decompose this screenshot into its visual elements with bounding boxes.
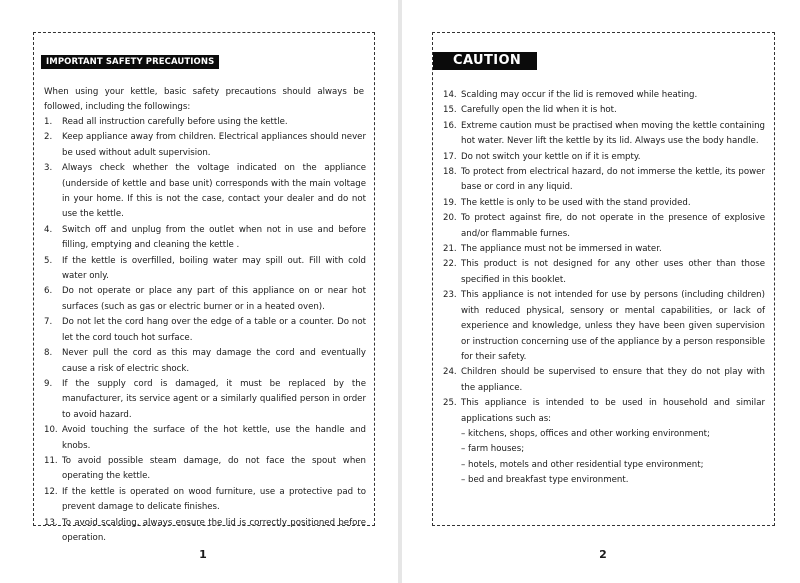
- precaution-item: [443, 211, 765, 242]
- item-number: 5.: [44, 255, 53, 266]
- item-number: 12.: [44, 486, 58, 497]
- item-text: Extreme caution must be practised when moving the kettle containing hot water. Never lift the kettle by its lid. Always use the body handle.: [461, 120, 765, 147]
- item-number: 22.: [443, 259, 457, 270]
- precaution-item: [44, 377, 366, 423]
- precaution-item: [443, 119, 765, 150]
- precaution-item: [44, 315, 366, 346]
- item-text: If the kettle is operated on wood furniture, use a protective pad to prevent damage to delicate finishes.: [62, 486, 366, 513]
- item-text: To avoid scalding, always ensure the lid is correctly positioned before operation.: [62, 517, 366, 543]
- item-number: 7.: [44, 317, 53, 328]
- item-text: This appliance is not intended for use by persons (including children) with reduced physical, sensory or mental capabilities, or lack of experience and knowledge, unless they have been given supervision or instruction concerning use of the appliance by a person responsible for their safety.: [461, 290, 765, 362]
- item-number: 11.: [44, 455, 58, 466]
- item-text: The kettle is only to be used with the stand provided.: [461, 197, 691, 208]
- precaution-item: [443, 365, 765, 396]
- item-text: Read all instruction carefully before using the kettle.: [62, 117, 288, 127]
- precautions-list-left: [44, 115, 366, 546]
- item-text: If the supply cord is damaged, it must be replaced by the manufacturer, its service agent or a similarly qualified person in order to avoid hazard.: [62, 378, 366, 420]
- item-text: Do not let the cord hang over the edge of a table or a counter. Do not let the cord touch hot surface.: [62, 317, 366, 343]
- precaution-item: [44, 485, 366, 516]
- precaution-item: [443, 150, 765, 165]
- item-number: 17.: [443, 151, 457, 162]
- precaution-item: [44, 423, 366, 454]
- left-page: [0, 0, 398, 583]
- item-text: Do not operate or place any part of this appliance on or near hot surfaces (such as gas or electric burner or in a heated oven).: [62, 286, 366, 312]
- item-text: To protect against fire, do not operate in the presence of explosive and/or flammable furnes.: [461, 213, 765, 239]
- precaution-item: [443, 396, 765, 427]
- precaution-item: [443, 288, 765, 365]
- item-number: 4.: [44, 224, 53, 235]
- item-number: 19.: [443, 197, 457, 208]
- item-number: 14.: [443, 90, 457, 100]
- page-number: 1: [199, 548, 207, 561]
- precaution-item: [44, 161, 366, 223]
- item-text: Do not switch your kettle on if it is empty.: [461, 151, 641, 162]
- precautions-list-right: [443, 88, 765, 489]
- precaution-item: [44, 223, 366, 254]
- item-text: Never pull the cord as this may damage the cord and eventually cause a risk of electric shock.: [62, 348, 366, 374]
- page-number: 2: [599, 548, 607, 561]
- item-text: To avoid possible steam damage, do not face the spout when operating the kettle.: [62, 455, 366, 482]
- item-number: 16.: [443, 120, 457, 131]
- right-page: [402, 0, 800, 583]
- item-text: Avoid touching the surface of the hot kettle, use the handle and knobs.: [62, 425, 366, 451]
- item-text: Scalding may occur if the lid is removed while heating.: [461, 90, 698, 100]
- item-text: To protect from electrical hazard, do not immerse the kettle, its power base or cord in any liquid.: [461, 167, 765, 193]
- item-text: The appliance must not be immersed in water.: [461, 244, 662, 255]
- item-text: This appliance is intended to be used in household and similar applications such as:: [461, 398, 765, 424]
- item-text: If the kettle is overfilled, boiling water may spill out. Fill with cold water only.: [62, 255, 366, 282]
- usage-environment-item: – kitchens, shops, offices and other working environment;: [461, 428, 710, 439]
- precaution-item: [443, 103, 765, 118]
- item-number: 3.: [44, 163, 53, 174]
- item-text: This product is not designed for any other uses other than those specified in this booklet.: [461, 259, 765, 285]
- item-number: 20.: [443, 213, 457, 224]
- precaution-item: [44, 516, 366, 547]
- item-number: 23.: [443, 290, 457, 301]
- item-number: 15.: [443, 105, 457, 116]
- caution-title: CAUTION: [433, 52, 537, 70]
- item-text: Carefully open the lid when it is hot.: [461, 105, 617, 116]
- item-number: 1.: [44, 117, 53, 127]
- usage-environment-item: – hotels, motels and other residential type environment;: [461, 459, 704, 470]
- right-page-frame: [432, 32, 775, 526]
- precaution-item: [44, 284, 366, 315]
- item-number: 6.: [44, 286, 53, 297]
- item-text: Keep appliance away from children. Electrical appliances should never be used without adult supervision.: [62, 132, 366, 158]
- item-number: 25.: [443, 398, 457, 409]
- item-text: Children should be supervised to ensure that they do not play with the appliance.: [461, 367, 765, 393]
- precaution-item: [44, 254, 366, 285]
- precaution-item: [443, 88, 765, 103]
- item-number: 24.: [443, 367, 457, 378]
- precaution-item: [44, 346, 366, 377]
- left-page-frame: [33, 32, 375, 543]
- item-number: 18.: [443, 167, 457, 178]
- precaution-item: [443, 165, 765, 196]
- safety-precautions-title: IMPORTANT SAFETY PRECAUTIONS: [41, 55, 219, 69]
- intro-paragraph: When using your kettle, basic safety precautions should always be followed, including the followings:: [44, 87, 364, 113]
- usage-environment-item: – bed and breakfast type environment.: [461, 475, 629, 486]
- precaution-item: [44, 130, 366, 161]
- precaution-item: [443, 242, 765, 257]
- item-number: 8.: [44, 348, 53, 359]
- precaution-item: [443, 196, 765, 211]
- item-text: Switch off and unplug from the outlet when not in use and before filling, emptying and cleaning the kettle .: [62, 224, 366, 251]
- item-number: 2.: [44, 132, 53, 143]
- item-number: 21.: [443, 244, 457, 255]
- item-number: 10.: [44, 425, 58, 436]
- item-text: Always check whether the voltage indicated on the appliance (underside of kettle and base unit) corresponds with the main voltage in your home. If this is not the case, contact your dealer and do not use the kettle.: [62, 163, 366, 220]
- item-number: 9.: [44, 378, 53, 389]
- precaution-item: [44, 115, 366, 130]
- precaution-item: [44, 454, 366, 485]
- precaution-item: [443, 257, 765, 288]
- item-number: 13.: [44, 517, 58, 528]
- usage-environment-item: – farm houses;: [461, 444, 525, 455]
